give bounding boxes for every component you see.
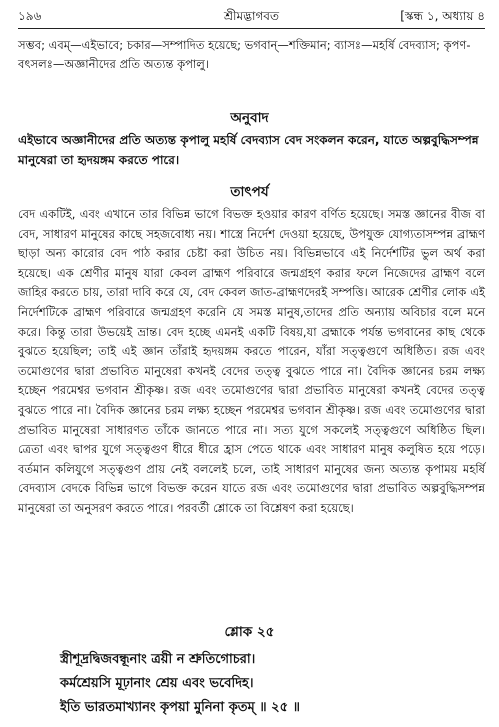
chapter-reference: [স্কন্ধ ১, অধ্যায় ৪ (400, 9, 485, 23)
verse-heading: শ্লোক ২৫ (224, 624, 275, 640)
translation-text: এইভাবে অজ্ঞানীদের প্রতি অত্যন্ত কৃপালু মহর্ষি বেদব্যাস বেদ সংকলন করেন, যাতে অল্পবুদ্ধিসম্পন্ন মানুষেরা তা হৃদয়ঙ্গম করতে পারে। (18, 133, 479, 167)
purport-heading: তাৎপর্য (230, 184, 269, 200)
page-number: ১৯৬ (18, 9, 42, 23)
synonyms-text: সম্ভব; এবম্—এইভাবে; চকার—সম্পাদিত হয়েছে; ভগবান্—শক্তিমান; ব্যাসঃ—মহর্ষি বেদব্যাস; কৃপণ-বৎসলঃ—অজ্ঞানীদের প্রতি অত্যন্ত কৃপালু। (18, 38, 471, 71)
header-divider (18, 28, 485, 29)
verse-line-1: স্ত্রীশূদ্রদ্বিজবন্ধূনাং ত্রয়ী ন শ্রুতিগোচরা। (60, 652, 256, 667)
purport-text: বেদ একটিই, এবং এখানে তার বিভিন্ন ভাগে বিভক্ত হওয়ার কারণ বর্ণিত হয়েছে। সমস্ত জ্ঞানের বীজ বা বেদ, সাধারণ মানুষের কাছে সহজবোধ্য নয়। শাস্ত্রে নির্দেশ দেওয়া হয়েছে, উপযুক্ত যোগ্যতাসম্পন্ন ব্রাহ্মণ ছাড়া অন্য কারোর বেদ পাঠ করার চেষ্টা করা উচিত নয়। বিভিন্নভাবে এই নির্দেশটির ভুল অর্থ করা হয়েছে। এক শ্রেণীর মানুষ যারা কেবল ব্রাহ্মণ পরিবারে জন্মগ্রহণ করার ফলে নিজেদের ব্রাহ্মণ বলে জাহির করতে চায়, তারা দাবি করে যে, বেদ কেবল জাত-ব্রাহ্মণদেরই সম্পত্তি। আরেক শ্রেণীর লোক এই নির্দেশটিকে ব্রাহ্মণ পরিবারে জন্মগ্রহণ করেনি যে সমস্ত মানুষ,তাদের প্রতি অন্যায় অবিচার বলে মনে করে। কিন্তু তারা উভয়েই ভ্রান্ত। বেদ হচ্ছে এমনই একটি বিষয়,যা ব্রহ্মাকে পর্যন্ত ভগবানের কাছ থেকে বুঝতে হয়েছিল; তাই এই জ্ঞান তাঁরাই হৃদয়ঙ্গম করতে পারেন, যাঁরা সত্ত্বগুণে অধিষ্ঠিত। রজ এবং তমোগুণের দ্বারা প্রভাবিত মানুষেরা কখনই বেদের তত্ত্ব বুঝতে পারে না। বৈদিক জ্ঞানের চরম লক্ষ্য হচ্ছেন পরমেশ্বর ভগবান শ্রীকৃষ্ণ। রজ এবং তমোগুণের দ্বারা প্রভাবিত মানুষেরা কখনই বেদের তত্ত্ব বুঝতে পারে না। বৈদিক জ্ঞানের চরম লক্ষ্য হচ্ছেন পরমেশ্বর ভগবান শ্রীকৃষ্ণ। রজ এবং তমোগুণের দ্বারা প্রভাবিত মানুষেরা সাধারণত তাঁকে জানতে পারে না। সত্য যুগে সকলেই সত্ত্বগুণে অধিষ্ঠিত ছিল। ত্রেতা এবং দ্বাপর যুগে সত্ত্বগুণ ধীরে ধীরে হ্রাস পেতে থাকে এবং সাধারণ মানুষ কলুষিত হয়ে পড়ে। বর্তমান কলিযুগে সত্ত্বগুণ প্রায় নেই বললেই চলে, তাই সাধারণ মানুষের জন্য অত্যন্ত কৃপাময় মহর্ষি বেদব্যাস বেদকে বিভিন্ন ভাগে বিভক্ত করেন যাতে রজ এবং তমোগুণের দ্বারা প্রভাবিত অল্পবুদ্ধিসম্পন্ন মানুষেরা তা অনুসরণ করতে পারে। পরবর্তী শ্লোকে তা বিশ্লেষণ করা হয়েছে। (18, 207, 485, 515)
verse-line-3: ইতি ভারতমাখ্যানং কৃপয়া মুনিনা কৃতম্ ॥ ২৫ ॥ (60, 700, 300, 715)
verse-block (60, 648, 469, 720)
translation-heading: অনুবাদ (230, 110, 269, 126)
book-title: শ্রীমদ্ভাগবত (223, 9, 279, 23)
verse-line-2: কর্মশ্রেয়সি মূঢ়ানাং শ্রেয় এবং ভবেদিহ। (60, 676, 254, 691)
page-header (18, 8, 485, 26)
